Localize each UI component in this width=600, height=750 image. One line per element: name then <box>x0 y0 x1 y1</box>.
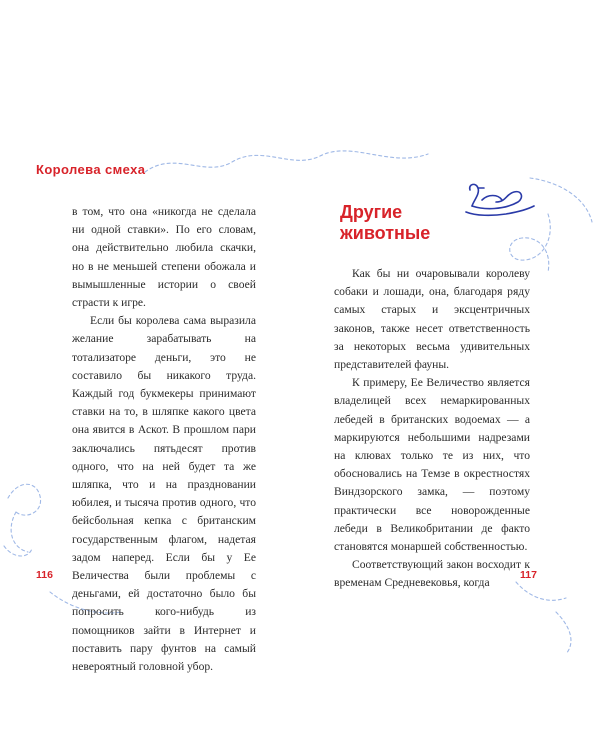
left-paragraph: Если бы королева сама выразила желание зарабатывать на тотализаторе деньги, это не составило бы никакого труда. Каждый год букмекеры принимают ставки на то, в шляпке какого цвета она явится в Аскот. В прошлом пари заключались пятьдесят против одного, что на ней будет та же шляпка, что и на праздновании юбилея, и тысяча против одного, что бейсбольная кепка с британским государственным флагом, надетая задом наперед. Если бы у Ее Величества были проблемы с деньгами, ей достаточно было бы попросить кого-нибудь из помощников зайти в Интернет и поставить пару фунтов на самый невероятный головной убор. <box>72 314 256 674</box>
running-header: Королева смеха <box>36 162 146 177</box>
right-paragraph: Как бы ни очаровывали королеву собаки и лошади, она, благодаря ряду самых старых и эксцентричных законов, также несет ответственность за некоторых весьма удивительных представителей фауны. <box>334 267 530 372</box>
section-title-line: Другие <box>340 202 403 222</box>
right-paragraph: Соответствующий закон восходит к временам Средневековья, когда <box>334 558 530 590</box>
page-number-left: 116 <box>36 569 53 581</box>
swan-icon <box>462 180 538 218</box>
right-paragraph: К примеру, Ее Величество является владелицей всех немаркированных лебедей в британских водоемах — а маркируются небольшими надрезами на клювах только те из них, что обосновались на Темзе в окрестностях Виндзорского замка, — поэтому практически все новорожденные лебеди в Великобритании де факто становятся монаршей собственностью. <box>334 376 530 554</box>
section-title <box>340 202 430 244</box>
left-paragraph: в том, что она «никогда не сделала ни одной ставки». По его словам, она действительно любила скачки, но в не меньшей степени обожала и вымышленные истории о своей страсти к игре. <box>72 205 256 310</box>
page-number-right: 117 <box>520 569 537 581</box>
section-title-line: животные <box>340 223 431 243</box>
left-page-text <box>72 203 256 676</box>
right-page-text <box>334 265 530 593</box>
